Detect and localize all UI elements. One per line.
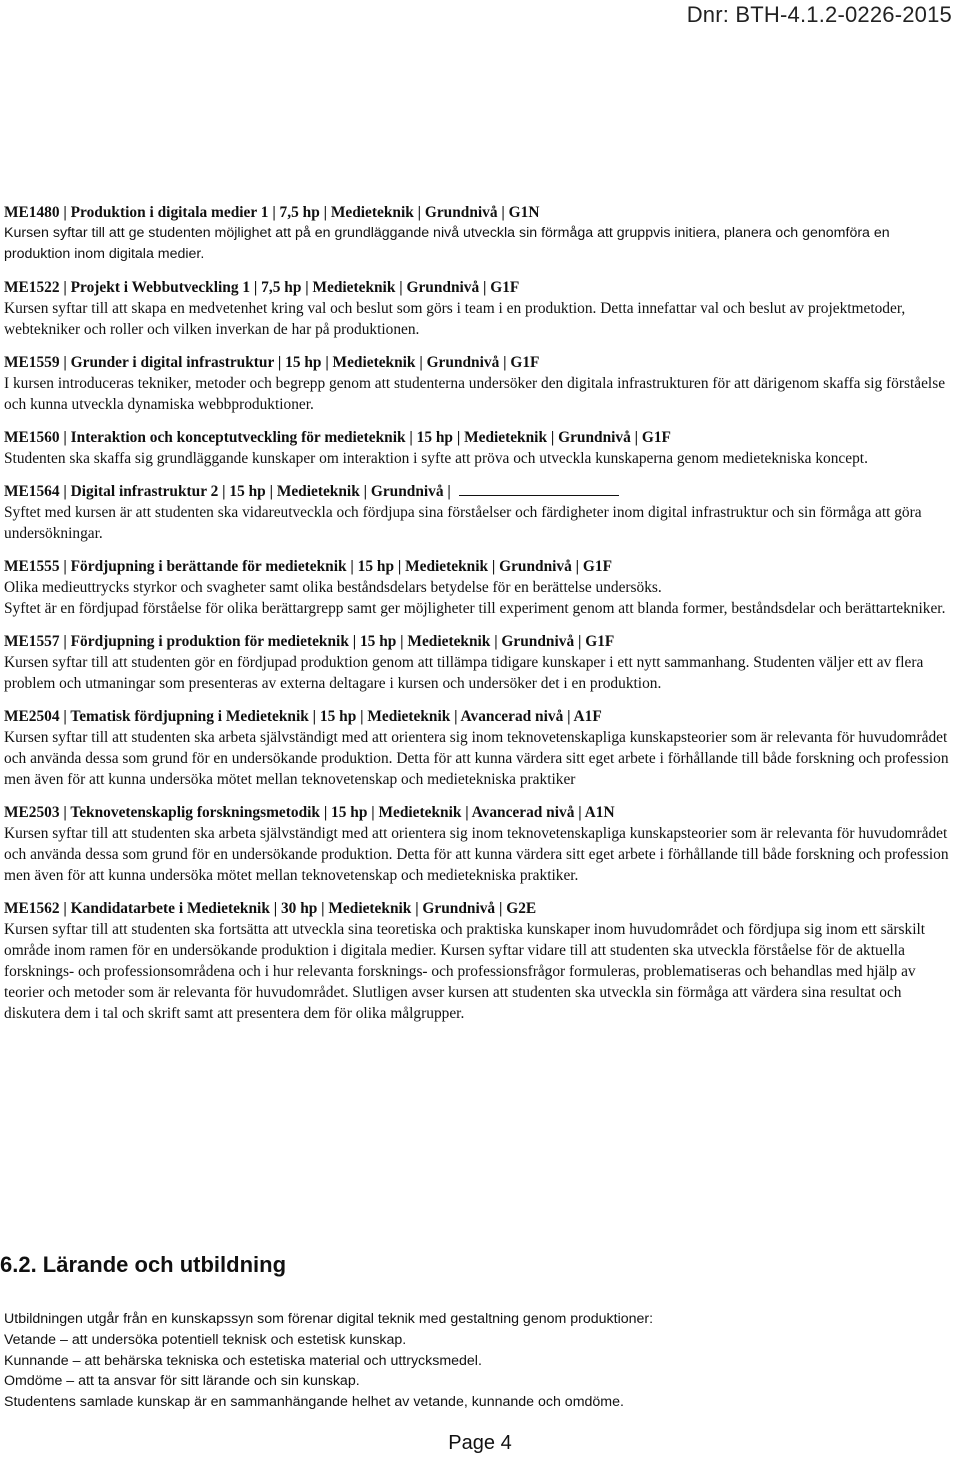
- course-heading: ME1560 | Interaktion och konceptutveckling för medieteknik | 15 hp | Medieteknik | Grundnivå | G1F: [4, 429, 671, 446]
- course-description: Syftet är en fördjupad förståelse för olika berättargrepp samt ger möjligheter till experiment genom att blanda former, beståndsdelar och berättartekniker.: [4, 600, 946, 617]
- course-heading: ME1559 | Grunder i digital infrastruktur | 15 hp | Medieteknik | Grundnivå | G1F: [4, 354, 540, 371]
- course-description: Kursen syftar till att skapa en medvetenhet kring val och beslut som görs i team i en produktion. Detta innefattar val och beslut av projektmetoder, webtekniker och roller och vilken inverkan de har på produktionen.: [4, 300, 906, 338]
- course-description: Studenten ska skaffa sig grundläggande kunskaper om interaktion i syfte att pröva och utveckla kunskaperna genom medietekniska koncept.: [4, 450, 868, 467]
- course-description: Kursen syftar till att studenten ska arbeta självständigt med att orientera sig inom teknovetenskapliga kunskapsteorier som är relevanta för huvudområdet och använda dessa som grund för en undersökande produktion. Detta för att kunna värdera sitt eget arbete i förhållande till både forskning och profession men även för att kunna undersöka mötet mellan teknovetenskap och medietekniska praktiker: [4, 729, 949, 788]
- course-heading: ME1557 | Fördjupning i produktion för medieteknik | 15 hp | Medieteknik | Grundnivå | G1F: [4, 633, 615, 650]
- course-entry: [4, 631, 954, 694]
- course-entry: [4, 802, 954, 886]
- course-entry: [4, 202, 954, 265]
- course-entry: [4, 898, 954, 1024]
- course-heading: ME2504 | Tematisk fördjupning i Medieteknik | 15 hp | Medieteknik | Avancerad nivå | A1F: [4, 708, 602, 725]
- course-entry: [4, 427, 954, 469]
- course-heading: ME1480 | Produktion i digitala medier 1 | 7,5 hp | Medieteknik | Grundnivå | G1N: [4, 204, 540, 221]
- course-heading: ME2503 | Teknovetenskaplig forskningsmetodik | 15 hp | Medieteknik | Avancerad nivå | A1N: [4, 804, 615, 821]
- course-entry: [4, 481, 954, 544]
- course-heading: ME1522 | Projekt i Webbutveckling 1 | 7,5 hp | Medieteknik | Grundnivå | G1F: [4, 279, 520, 296]
- course-description: Kursen syftar till att studenten gör en fördjupad produktion genom att tillämpa tidigare kunskaper i ett nytt sammanhang. Studenten väljer ett av flera problem och utmaningar som presenteras av externa deltagare i kursen och undersöker det i en produktion.: [4, 654, 924, 692]
- course-description: Kursen syftar till att studenten ska arbeta självständigt med att orientera sig inom teknovetenskapliga kunskapsteorier som är relevanta för huvudområdet och använda dessa som grund för en undersökande produktion. Detta för att kunna värdera sitt eget arbete i förhållande till både forskning och profession men även för att kunna undersöka mötet mellan teknovetenskap och medietekniska praktiker.: [4, 825, 949, 884]
- course-entry: [4, 277, 954, 340]
- course-entry: [4, 352, 954, 415]
- course-entry: [4, 706, 954, 790]
- course-description: Kursen syftar till att studenten ska fortsätta att utveckla sina teoretiska och praktiska kunskaper inom huvudområdet och fördjupa sig inom ett särskilt område inom ramen för en undersökande produktion i digitala medier. Kursen syftar vidare till att studenten ska utveckla förståelse för de aktuella forsknings- och professionsområdena och i hur relevanta forsknings- och professionsfrågor formuleras, problematiseras och behandlas med hjälp av teorier och metoder som är relevanta för huvudområdet. Slutligen avser kursen att studenten ska utveckla sin förmåga att värdera sina resultat och diskutera dem i tal och skrift samt att presentera dem för olika målgrupper.: [4, 921, 926, 1022]
- course-list: [4, 202, 954, 1036]
- section-line: Studentens samlade kunskap är en sammanhängande helhet av vetande, kunnande och omdöme.: [4, 1394, 624, 1411]
- course-description: Syftet med kursen är att studenten ska vidareutveckla och fördjupa sina förståelser och färdigheter inom digital infrastruktur och sin förmåga att göra undersökningar.: [4, 504, 922, 542]
- page-number: Page 4: [448, 1432, 512, 1454]
- section-body: [4, 1309, 954, 1413]
- section-line: Utbildningen utgår från en kunskapssyn som förenar digital teknik med gestaltning genom produktioner:: [4, 1311, 654, 1327]
- section-heading: 6.2. Lärande och utbildning: [0, 1252, 287, 1277]
- course-heading: [4, 481, 954, 502]
- course-description: I kursen introduceras tekniker, metoder och begrepp genom att studenterna undersöker den digitala infrastrukturen för att därigenom skaffa sig förståelse och kunna utveckla dynamiska webbproduktioner.: [4, 375, 946, 413]
- course-heading: ME1562 | Kandidatarbete i Medieteknik | 30 hp | Medieteknik | Grundnivå | G2E: [4, 900, 537, 917]
- document-number: Dnr: BTH-4.1.2-0226-2015: [686, 2, 952, 27]
- course-description: Olika medieuttrycks styrkor och svagheter samt olika beståndsdelars betydelse för en berättelse undersöks.: [4, 579, 662, 596]
- section-line: Kunnande – att behärska tekniska och estetiska material och uttrycksmedel.: [4, 1352, 482, 1369]
- blank-underline: [459, 494, 619, 496]
- section-line: Vetande – att undersöka potentiell teknisk och estetisk kunskap.: [4, 1331, 407, 1348]
- course-heading-text: ME1564 | Digital infrastruktur 2 | 15 hp | Medieteknik | Grundnivå |: [4, 483, 451, 500]
- course-entry: [4, 556, 954, 619]
- course-description: Kursen syftar till att ge studenten möjlighet att på en grundläggande nivå utveckla sin förmåga att gruppvis initiera, planera och genomföra en produktion inom digitala medier.: [4, 225, 890, 262]
- section-line: Omdöme – att ta ansvar för sitt lärande och sin kunskap.: [4, 1373, 360, 1390]
- course-heading: ME1555 | Fördjupning i berättande för medieteknik | 15 hp | Medieteknik | Grundnivå | G1F: [4, 558, 612, 575]
